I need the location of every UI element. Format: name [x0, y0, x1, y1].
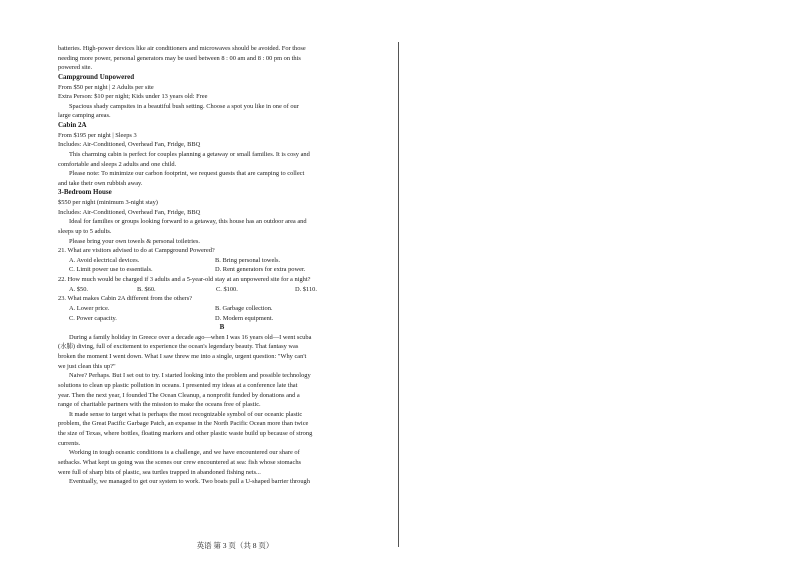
text-line: Please bring your own towels & personal toiletries.: [69, 237, 200, 245]
text-line: currents.: [58, 439, 81, 447]
question-23-options-row: [58, 304, 386, 314]
text-line: the size of Texas, where bottles, floating markers and other plastic waste build up because of strong: [58, 430, 313, 437]
option-a: A. Avoid electrical devices.: [69, 256, 140, 264]
question-21-options-row: [58, 256, 386, 266]
text-line: Includes: Air-Conditioned, Overhead Fan, Fridge, BBQ: [58, 208, 201, 216]
text-line: Naive? Perhaps. But I set out to try. I started looking into the problem and possible technology: [69, 372, 311, 380]
text-line: During a family holiday in Greece over a decade ago—when I was 16 years old—I went scuba: [69, 333, 312, 341]
text-line: This charming cabin is perfect for couples planning a getaway or small families. It is cosy and: [69, 150, 310, 158]
text-line: Extra Person: $10 per night; Kids under 13 years old: Free: [58, 93, 208, 101]
text-line: were full of sharp bits of plastic, sea turtles trapped in abandoned fishing nets...: [58, 468, 261, 476]
text-line: broken the moment I went down. What I saw threw me into a single, urgent question: "Why can't: [58, 353, 307, 360]
text-line: (水肺) diving, full of excitement to experience the ocean's legendary beauty. That fantasy was: [58, 343, 299, 351]
option-c: C. Power capacity.: [69, 314, 117, 322]
option-d: D. $110.: [295, 285, 317, 293]
option-b: B. Bring personal towels.: [215, 256, 281, 264]
text-line: $550 per night (minimum 3-night stay): [58, 199, 158, 206]
option-c: C. $100.: [216, 285, 238, 293]
text-line: Spacious shady campsites in a beautiful bush setting. Choose a spot you like in one of our: [69, 102, 299, 110]
section-heading: Cabin 2A: [58, 121, 87, 129]
question-22: 22. How much would be charged if 3 adults and a 5-year-old stay at an unpowered site for a night?: [58, 276, 311, 283]
text-line: sleeps up to 5 adults.: [58, 227, 112, 235]
text-line: range of charitable partners with the mission to make the oceans free of plastic.: [58, 401, 261, 409]
text-line: solutions to clean up plastic pollution in oceans. I presented my ideas at a conference late that: [58, 381, 298, 389]
text-line: and take their own rubbish away.: [58, 179, 143, 187]
text-line: Working in tough oceanic conditions is a challenge, and we have encountered our share of: [69, 449, 300, 457]
page-footer: 英语 第 3 页（共 8 页）: [196, 541, 274, 550]
text-line: Includes: Air-Conditioned, Overhead Fan, Fridge, BBQ: [58, 141, 201, 149]
text-line: Ideal for families or groups looking forward to a getaway, this house has an outdoor area and: [69, 218, 307, 226]
question-23: 23. What makes Cabin 2A different from the others?: [58, 295, 193, 303]
text-column: [58, 44, 386, 487]
text-line: batteries. High-power devices like air conditioners and microwaves should be avoided. For those: [58, 45, 306, 52]
text-line: It made sense to target what is perhaps the most recognizable symbol of our oceanic plastic: [69, 410, 303, 418]
text-line: needing more power, personal generators may be used between 8 : 00 am and 8 : 00 pm on this: [58, 54, 301, 62]
text-line: we just clean this up?": [58, 362, 116, 370]
text-line: powered site.: [58, 64, 93, 72]
question-22-options-row: [58, 285, 386, 295]
text-line: Please note: To minimize our carbon footprint, we request guests that are camping to collect: [69, 170, 305, 178]
text-line: setbacks. What kept us going was the scenes our crew encountered at sea: fish whose stomachs: [58, 458, 302, 466]
text-line: problem, the Great Pacific Garbage Patch, an expanse in the North Pacific Ocean more than twice: [58, 420, 309, 428]
option-d: D. Modern equipment.: [215, 314, 274, 322]
text-line: year. Then the next year, I founded The Ocean Cleanup, a nonprofit funded by donations and a: [58, 391, 300, 399]
option-d: D. Rent generators for extra power.: [215, 266, 306, 274]
text-line: Eventually, we managed to get our system to work. Two boats pull a U-shaped barrier through: [69, 478, 310, 486]
option-b: B. Garbage collection.: [215, 304, 273, 312]
option-a: A. Lower price.: [69, 304, 110, 312]
question-21: 21. What are visitors advised to do at Campground Powered?: [58, 247, 215, 255]
section-letter: B: [219, 323, 225, 332]
option-c: C. Limit power use to essentials.: [69, 266, 153, 274]
text-line: From $50 per night | 2 Adults per site: [58, 83, 154, 91]
option-a: A. $50.: [69, 285, 88, 293]
text-line: comfortable and sleeps 2 adults and one child.: [58, 160, 177, 168]
question-23-options-row: [58, 314, 386, 324]
section-heading: Campground Unpowered: [58, 72, 135, 81]
text-line: From $195 per night | Sleeps 3: [58, 131, 137, 139]
text-line: large camping areas.: [58, 112, 111, 120]
column-divider: [398, 42, 399, 547]
section-heading: 3-Bedroom House: [58, 188, 112, 197]
question-21-options-row: [58, 265, 386, 275]
option-b: B. $60.: [137, 285, 156, 293]
